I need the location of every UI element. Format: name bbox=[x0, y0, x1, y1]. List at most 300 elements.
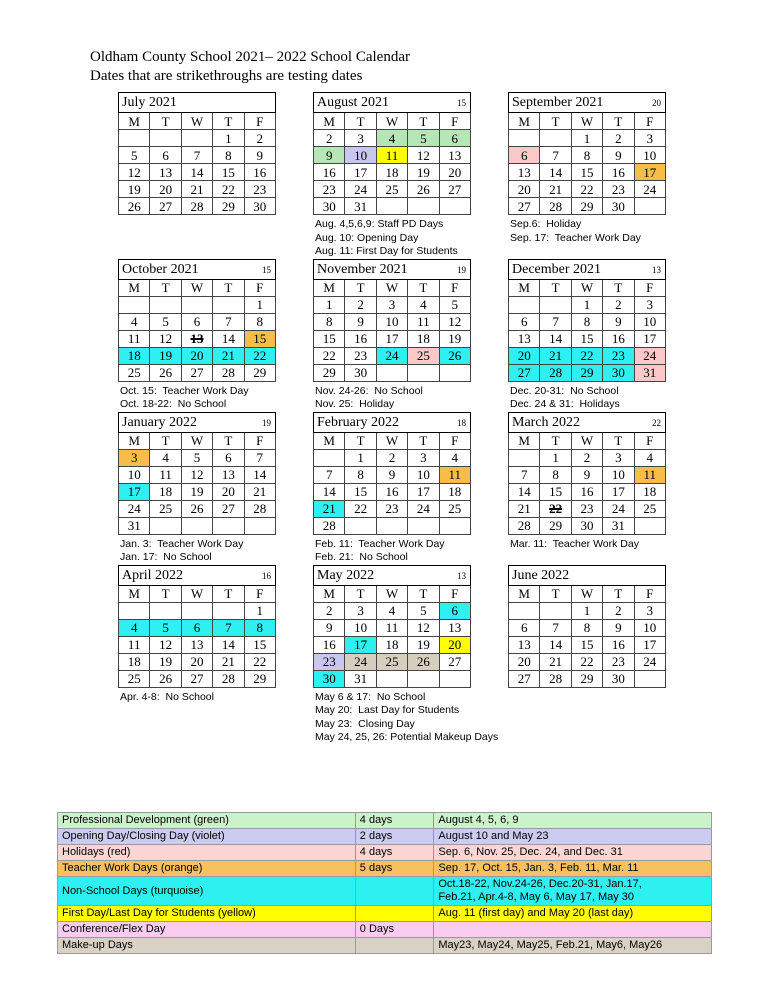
day-cell[interactable]: 28 bbox=[540, 198, 571, 215]
day-cell[interactable]: 21 bbox=[181, 181, 212, 198]
day-cell[interactable]: 6 bbox=[439, 602, 470, 619]
day-cell[interactable]: 21 bbox=[540, 347, 571, 364]
day-cell[interactable]: 30 bbox=[571, 517, 602, 534]
day-cell[interactable]: 24 bbox=[376, 347, 407, 364]
day-cell[interactable]: 13 bbox=[509, 636, 540, 653]
day-cell[interactable]: 23 bbox=[244, 181, 275, 198]
day-cell[interactable]: 6 bbox=[439, 130, 470, 147]
day-cell[interactable]: 16 bbox=[603, 330, 634, 347]
day-cell[interactable]: 11 bbox=[439, 466, 470, 483]
day-cell[interactable]: 1 bbox=[345, 449, 376, 466]
weekday-header: T bbox=[150, 113, 181, 130]
day-cell[interactable]: 8 bbox=[314, 313, 345, 330]
day-cell[interactable]: 26 bbox=[181, 500, 212, 517]
day-cell[interactable]: 28 bbox=[540, 364, 571, 381]
day-cell[interactable]: 28 bbox=[314, 517, 345, 534]
day-cell[interactable]: 20 bbox=[509, 653, 540, 670]
day-cell[interactable]: 2 bbox=[603, 130, 634, 147]
day-cell[interactable]: 24 bbox=[603, 500, 634, 517]
day-cell[interactable]: 8 bbox=[540, 466, 571, 483]
day-cell[interactable]: 19 bbox=[439, 330, 470, 347]
day-cell[interactable]: 5 bbox=[439, 296, 470, 313]
day-cell[interactable]: 15 bbox=[571, 164, 602, 181]
month-note: Feb. 21: No School bbox=[315, 551, 408, 563]
day-cell[interactable]: 4 bbox=[634, 449, 665, 466]
month-name: November 2021 bbox=[317, 261, 408, 277]
day-cell[interactable]: 3 bbox=[634, 130, 665, 147]
day-cell[interactable]: 26 bbox=[408, 653, 439, 670]
day-cell[interactable]: 12 bbox=[150, 330, 181, 347]
day-cell[interactable]: 15 bbox=[314, 330, 345, 347]
day-cell[interactable]: 12 bbox=[408, 619, 439, 636]
day-cell[interactable]: 25 bbox=[439, 500, 470, 517]
day-cell[interactable]: 1 bbox=[571, 602, 602, 619]
day-cell[interactable]: 22 bbox=[571, 181, 602, 198]
day-cell[interactable]: 8 bbox=[244, 313, 275, 330]
day-cell[interactable]: 14 bbox=[181, 164, 212, 181]
day-cell[interactable]: 17 bbox=[376, 330, 407, 347]
day-cell[interactable]: 3 bbox=[376, 296, 407, 313]
day-cell[interactable]: 22 bbox=[345, 500, 376, 517]
day-cell[interactable]: 31 bbox=[345, 198, 376, 215]
day-cell[interactable]: 28 bbox=[213, 364, 244, 381]
day-cell[interactable]: 13 bbox=[509, 164, 540, 181]
day-cell[interactable]: 16 bbox=[244, 164, 275, 181]
day-cell[interactable]: 15 bbox=[345, 483, 376, 500]
week-row bbox=[314, 517, 471, 534]
day-cell[interactable]: 12 bbox=[181, 466, 212, 483]
day-cell[interactable]: 22 bbox=[244, 347, 275, 364]
day-cell[interactable]: 12 bbox=[150, 636, 181, 653]
day-cell[interactable]: 13 bbox=[439, 147, 470, 164]
weekday-header: F bbox=[634, 113, 665, 130]
day-cell[interactable]: 20 bbox=[213, 483, 244, 500]
day-cell[interactable]: 23 bbox=[376, 500, 407, 517]
day-cell[interactable]: 17 bbox=[119, 483, 150, 500]
day-cell[interactable]: 22 bbox=[314, 347, 345, 364]
week-row bbox=[509, 636, 666, 653]
legend-row bbox=[58, 906, 712, 922]
day-cell[interactable]: 18 bbox=[119, 347, 150, 364]
day-cell[interactable]: 6 bbox=[509, 619, 540, 636]
day-cell[interactable]: 7 bbox=[244, 449, 275, 466]
day-cell[interactable]: 29 bbox=[244, 670, 275, 687]
day-cell[interactable]: 26 bbox=[408, 181, 439, 198]
day-cell[interactable]: 2 bbox=[603, 602, 634, 619]
day-cell[interactable]: 21 bbox=[509, 500, 540, 517]
month-block bbox=[118, 259, 313, 412]
month-day-count: 18 bbox=[457, 417, 466, 428]
day-cell[interactable]: 29 bbox=[571, 364, 602, 381]
week-row bbox=[509, 619, 666, 636]
day-cell[interactable]: 5 bbox=[150, 619, 181, 636]
day-cell[interactable]: 27 bbox=[150, 198, 181, 215]
day-cell[interactable]: 10 bbox=[345, 619, 376, 636]
day-cell[interactable]: 10 bbox=[119, 466, 150, 483]
day-cell[interactable]: 1 bbox=[244, 602, 275, 619]
day-cell[interactable]: 25 bbox=[376, 181, 407, 198]
day-cell[interactable]: 2 bbox=[244, 130, 275, 147]
day-cell[interactable]: 19 bbox=[181, 483, 212, 500]
day-cell[interactable]: 19 bbox=[150, 653, 181, 670]
day-cell[interactable]: 14 bbox=[540, 636, 571, 653]
day-cell[interactable]: 2 bbox=[571, 449, 602, 466]
day-cell[interactable]: 3 bbox=[345, 602, 376, 619]
day-cell[interactable]: 29 bbox=[571, 670, 602, 687]
day-cell[interactable]: 29 bbox=[540, 517, 571, 534]
day-cell[interactable]: 23 bbox=[345, 347, 376, 364]
day-cell[interactable]: 6 bbox=[509, 147, 540, 164]
day-cell[interactable]: 28 bbox=[509, 517, 540, 534]
day-cell[interactable]: 19 bbox=[408, 636, 439, 653]
day-cell[interactable]: 10 bbox=[603, 466, 634, 483]
day-cell[interactable]: 30 bbox=[314, 198, 345, 215]
day-cell[interactable]: 1 bbox=[571, 296, 602, 313]
day-cell[interactable]: 30 bbox=[603, 198, 634, 215]
day-cell[interactable]: 1 bbox=[244, 296, 275, 313]
day-cell[interactable]: 24 bbox=[634, 653, 665, 670]
day-cell[interactable]: 19 bbox=[150, 347, 181, 364]
day-cell[interactable]: 29 bbox=[314, 364, 345, 381]
day-cell[interactable]: 1 bbox=[571, 130, 602, 147]
day-cell[interactable]: 27 bbox=[509, 198, 540, 215]
weekday-header: F bbox=[244, 279, 275, 296]
day-cell[interactable]: 21 bbox=[213, 653, 244, 670]
day-cell[interactable]: 9 bbox=[244, 147, 275, 164]
day-cell[interactable]: 4 bbox=[376, 130, 407, 147]
day-cell[interactable]: 23 bbox=[314, 653, 345, 670]
day-cell[interactable]: 3 bbox=[634, 296, 665, 313]
day-cell[interactable]: 4 bbox=[439, 449, 470, 466]
day-cell[interactable]: 16 bbox=[376, 483, 407, 500]
day-cell[interactable]: 16 bbox=[314, 164, 345, 181]
day-cell[interactable]: 6 bbox=[181, 619, 212, 636]
day-cell[interactable]: 27 bbox=[439, 653, 470, 670]
day-cell[interactable]: 21 bbox=[540, 653, 571, 670]
day-cell[interactable]: 5 bbox=[408, 130, 439, 147]
day-cell[interactable]: 24 bbox=[634, 347, 665, 364]
day-cell[interactable]: 2 bbox=[314, 602, 345, 619]
day-cell[interactable]: 11 bbox=[150, 466, 181, 483]
weekday-header: F bbox=[634, 279, 665, 296]
month-title bbox=[314, 565, 471, 585]
day-cell[interactable]: 28 bbox=[213, 670, 244, 687]
day-cell[interactable]: 16 bbox=[571, 483, 602, 500]
day-cell[interactable]: 26 bbox=[150, 670, 181, 687]
day-cell[interactable]: 25 bbox=[150, 500, 181, 517]
week-row bbox=[119, 449, 276, 466]
day-cell[interactable]: 24 bbox=[634, 181, 665, 198]
day-cell[interactable]: 3 bbox=[408, 449, 439, 466]
day-cell[interactable]: 5 bbox=[181, 449, 212, 466]
day-cell[interactable]: 14 bbox=[540, 330, 571, 347]
day-cell[interactable]: 22 bbox=[244, 653, 275, 670]
day-cell[interactable]: 9 bbox=[571, 466, 602, 483]
day-cell[interactable]: 16 bbox=[603, 636, 634, 653]
day-cell[interactable]: 24 bbox=[408, 500, 439, 517]
day-cell[interactable]: 9 bbox=[345, 313, 376, 330]
day-cell[interactable]: 12 bbox=[408, 147, 439, 164]
day-cell[interactable]: 11 bbox=[376, 619, 407, 636]
day-cell[interactable]: 25 bbox=[634, 500, 665, 517]
day-cell[interactable]: 11 bbox=[119, 330, 150, 347]
day-cell[interactable]: 7 bbox=[213, 313, 244, 330]
day-cell[interactable]: 5 bbox=[119, 147, 150, 164]
day-cell[interactable]: 23 bbox=[603, 347, 634, 364]
day-cell[interactable]: 7 bbox=[509, 466, 540, 483]
day-cell[interactable]: 20 bbox=[439, 636, 470, 653]
day-cell[interactable]: 18 bbox=[408, 330, 439, 347]
day-cell[interactable]: 19 bbox=[408, 164, 439, 181]
month-calendar bbox=[508, 565, 666, 688]
week-row bbox=[509, 296, 666, 313]
day-cell[interactable]: 9 bbox=[314, 147, 345, 164]
day-cell[interactable] bbox=[540, 500, 571, 517]
day-cell[interactable]: 27 bbox=[213, 500, 244, 517]
day-cell[interactable]: 15 bbox=[213, 164, 244, 181]
day-cell[interactable]: 15 bbox=[244, 636, 275, 653]
day-cell[interactable]: 6 bbox=[181, 313, 212, 330]
day-cell[interactable]: 23 bbox=[314, 181, 345, 198]
day-cell[interactable]: 17 bbox=[634, 636, 665, 653]
day-cell[interactable]: 29 bbox=[213, 198, 244, 215]
day-cell[interactable]: 17 bbox=[634, 330, 665, 347]
day-cell[interactable]: 18 bbox=[119, 653, 150, 670]
day-cell[interactable]: 14 bbox=[244, 466, 275, 483]
weekday-header: W bbox=[376, 585, 407, 602]
day-cell[interactable]: 20 bbox=[509, 347, 540, 364]
empty-day-cell bbox=[376, 670, 407, 687]
day-cell[interactable]: 19 bbox=[119, 181, 150, 198]
day-cell[interactable]: 9 bbox=[376, 466, 407, 483]
day-cell[interactable]: 8 bbox=[571, 619, 602, 636]
day-cell[interactable]: 29 bbox=[244, 364, 275, 381]
month-note: Jan. 17: No School bbox=[120, 551, 212, 563]
day-cell[interactable]: 13 bbox=[150, 164, 181, 181]
weekday-header: T bbox=[345, 279, 376, 296]
day-cell[interactable]: 1 bbox=[540, 449, 571, 466]
day-cell[interactable]: 22 bbox=[213, 181, 244, 198]
day-cell[interactable]: 9 bbox=[314, 619, 345, 636]
day-cell[interactable]: 27 bbox=[439, 181, 470, 198]
day-cell[interactable]: 10 bbox=[634, 147, 665, 164]
day-cell[interactable]: 30 bbox=[603, 364, 634, 381]
day-cell[interactable]: 2 bbox=[345, 296, 376, 313]
day-cell[interactable]: 13 bbox=[213, 466, 244, 483]
day-cell[interactable]: 31 bbox=[119, 517, 150, 534]
day-cell[interactable]: 31 bbox=[634, 364, 665, 381]
month-day-count: 15 bbox=[262, 264, 271, 275]
day-cell[interactable]: 4 bbox=[119, 313, 150, 330]
calendar-row bbox=[0, 92, 768, 259]
day-cell[interactable]: 18 bbox=[150, 483, 181, 500]
day-cell[interactable]: 23 bbox=[571, 500, 602, 517]
day-cell[interactable]: 7 bbox=[181, 147, 212, 164]
day-cell[interactable]: 11 bbox=[376, 147, 407, 164]
day-cell[interactable]: 3 bbox=[119, 449, 150, 466]
day-cell[interactable]: 16 bbox=[603, 164, 634, 181]
legend-day-count bbox=[355, 938, 434, 954]
month-block bbox=[313, 412, 508, 565]
day-cell[interactable]: 16 bbox=[345, 330, 376, 347]
month-note: Feb. 11: Teacher Work Day bbox=[315, 537, 445, 550]
day-cell[interactable]: 27 bbox=[181, 364, 212, 381]
day-cell[interactable]: 15 bbox=[571, 330, 602, 347]
day-cell[interactable]: 17 bbox=[408, 483, 439, 500]
day-cell[interactable]: 14 bbox=[314, 483, 345, 500]
day-cell[interactable]: 4 bbox=[119, 619, 150, 636]
month-block bbox=[508, 412, 703, 565]
day-cell[interactable]: 26 bbox=[119, 198, 150, 215]
day-cell[interactable]: 17 bbox=[345, 636, 376, 653]
day-cell[interactable]: 22 bbox=[571, 347, 602, 364]
day-cell[interactable]: 28 bbox=[244, 500, 275, 517]
day-cell[interactable]: 25 bbox=[376, 653, 407, 670]
day-cell[interactable]: 21 bbox=[213, 347, 244, 364]
day-cell[interactable]: 2 bbox=[376, 449, 407, 466]
day-cell[interactable]: 18 bbox=[634, 483, 665, 500]
day-cell[interactable]: 8 bbox=[244, 619, 275, 636]
day-cell[interactable]: 6 bbox=[150, 147, 181, 164]
day-cell[interactable] bbox=[181, 330, 212, 347]
legend-dates: May23, May24, May25, Feb.21, May6, May26 bbox=[434, 938, 712, 954]
day-cell[interactable]: 8 bbox=[345, 466, 376, 483]
day-cell[interactable]: 30 bbox=[244, 198, 275, 215]
day-cell[interactable]: 13 bbox=[181, 636, 212, 653]
week-row bbox=[509, 466, 666, 483]
day-cell[interactable]: 21 bbox=[244, 483, 275, 500]
legend-label: Professional Development (green) bbox=[58, 813, 356, 829]
day-cell[interactable]: 10 bbox=[634, 619, 665, 636]
day-cell[interactable]: 11 bbox=[634, 466, 665, 483]
day-cell[interactable]: 20 bbox=[509, 181, 540, 198]
day-cell[interactable]: 10 bbox=[345, 147, 376, 164]
day-cell[interactable]: 30 bbox=[345, 364, 376, 381]
day-cell[interactable]: 28 bbox=[181, 198, 212, 215]
day-cell[interactable]: 10 bbox=[408, 466, 439, 483]
weekday-header: T bbox=[540, 279, 571, 296]
week-row bbox=[509, 313, 666, 330]
day-cell[interactable]: 1 bbox=[213, 130, 244, 147]
day-cell[interactable]: 24 bbox=[119, 500, 150, 517]
day-cell[interactable]: 11 bbox=[119, 636, 150, 653]
day-cell[interactable]: 30 bbox=[603, 670, 634, 687]
day-cell[interactable]: 8 bbox=[571, 313, 602, 330]
day-cell[interactable]: 14 bbox=[213, 330, 244, 347]
day-cell[interactable]: 17 bbox=[634, 164, 665, 181]
day-cell[interactable]: 10 bbox=[634, 313, 665, 330]
day-cell[interactable]: 6 bbox=[509, 313, 540, 330]
day-cell[interactable]: 30 bbox=[314, 670, 345, 687]
day-cell[interactable]: 26 bbox=[439, 347, 470, 364]
day-cell[interactable]: 12 bbox=[119, 164, 150, 181]
day-cell[interactable]: 4 bbox=[408, 296, 439, 313]
day-cell[interactable]: 24 bbox=[345, 653, 376, 670]
day-cell[interactable]: 9 bbox=[603, 619, 634, 636]
weekday-header: M bbox=[119, 279, 150, 296]
day-cell[interactable]: 28 bbox=[540, 670, 571, 687]
day-cell[interactable]: 7 bbox=[213, 619, 244, 636]
day-cell[interactable]: 9 bbox=[603, 313, 634, 330]
day-cell[interactable]: 21 bbox=[540, 181, 571, 198]
day-cell[interactable]: 4 bbox=[150, 449, 181, 466]
day-cell[interactable]: 23 bbox=[603, 181, 634, 198]
day-cell[interactable]: 6 bbox=[213, 449, 244, 466]
day-cell[interactable]: 14 bbox=[509, 483, 540, 500]
day-cell[interactable]: 25 bbox=[119, 364, 150, 381]
day-cell[interactable]: 20 bbox=[181, 653, 212, 670]
weekday-header: F bbox=[244, 585, 275, 602]
week-row bbox=[119, 636, 276, 653]
weekday-header: T bbox=[345, 432, 376, 449]
day-cell[interactable]: 18 bbox=[376, 164, 407, 181]
day-cell[interactable]: 13 bbox=[439, 619, 470, 636]
day-cell[interactable]: 18 bbox=[439, 483, 470, 500]
day-cell[interactable]: 17 bbox=[603, 483, 634, 500]
day-cell[interactable]: 22 bbox=[571, 653, 602, 670]
day-cell[interactable]: 3 bbox=[603, 449, 634, 466]
day-cell[interactable]: 18 bbox=[376, 636, 407, 653]
day-cell[interactable]: 25 bbox=[119, 670, 150, 687]
day-cell[interactable]: 23 bbox=[603, 653, 634, 670]
day-cell[interactable]: 8 bbox=[213, 147, 244, 164]
day-cell[interactable]: 26 bbox=[150, 364, 181, 381]
day-cell[interactable]: 27 bbox=[509, 364, 540, 381]
day-cell[interactable]: 31 bbox=[603, 517, 634, 534]
day-cell[interactable]: 29 bbox=[571, 198, 602, 215]
day-cell[interactable]: 7 bbox=[314, 466, 345, 483]
day-cell[interactable]: 12 bbox=[439, 313, 470, 330]
day-cell[interactable]: 20 bbox=[150, 181, 181, 198]
day-cell[interactable]: 15 bbox=[540, 483, 571, 500]
day-cell[interactable]: 5 bbox=[150, 313, 181, 330]
day-cell[interactable]: 4 bbox=[376, 602, 407, 619]
day-cell[interactable]: 20 bbox=[181, 347, 212, 364]
day-cell[interactable]: 24 bbox=[345, 181, 376, 198]
day-cell[interactable]: 7 bbox=[540, 313, 571, 330]
day-cell[interactable]: 11 bbox=[408, 313, 439, 330]
day-cell[interactable]: 16 bbox=[314, 636, 345, 653]
day-cell[interactable]: 14 bbox=[213, 636, 244, 653]
legend-label: Conference/Flex Day bbox=[58, 922, 356, 938]
day-cell[interactable]: 27 bbox=[509, 670, 540, 687]
day-cell[interactable]: 8 bbox=[571, 147, 602, 164]
day-cell[interactable]: 17 bbox=[345, 164, 376, 181]
day-cell[interactable]: 1 bbox=[314, 296, 345, 313]
day-cell[interactable]: 7 bbox=[540, 619, 571, 636]
weekday-header: F bbox=[634, 585, 665, 602]
day-cell[interactable]: 2 bbox=[314, 130, 345, 147]
day-cell[interactable]: 31 bbox=[345, 670, 376, 687]
empty-day-cell bbox=[439, 364, 470, 381]
day-cell[interactable]: 5 bbox=[408, 602, 439, 619]
day-cell[interactable]: 27 bbox=[181, 670, 212, 687]
day-cell[interactable]: 2 bbox=[603, 296, 634, 313]
day-cell[interactable]: 21 bbox=[314, 500, 345, 517]
day-cell[interactable]: 3 bbox=[634, 602, 665, 619]
day-cell[interactable]: 7 bbox=[540, 147, 571, 164]
day-cell[interactable]: 14 bbox=[540, 164, 571, 181]
day-cell[interactable]: 15 bbox=[571, 636, 602, 653]
empty-day-cell bbox=[408, 517, 439, 534]
day-cell[interactable]: 3 bbox=[345, 130, 376, 147]
day-cell[interactable]: 20 bbox=[439, 164, 470, 181]
day-cell[interactable]: 25 bbox=[408, 347, 439, 364]
day-cell[interactable]: 13 bbox=[509, 330, 540, 347]
day-cell[interactable]: 15 bbox=[244, 330, 275, 347]
day-cell[interactable]: 10 bbox=[376, 313, 407, 330]
day-cell[interactable]: 9 bbox=[603, 147, 634, 164]
